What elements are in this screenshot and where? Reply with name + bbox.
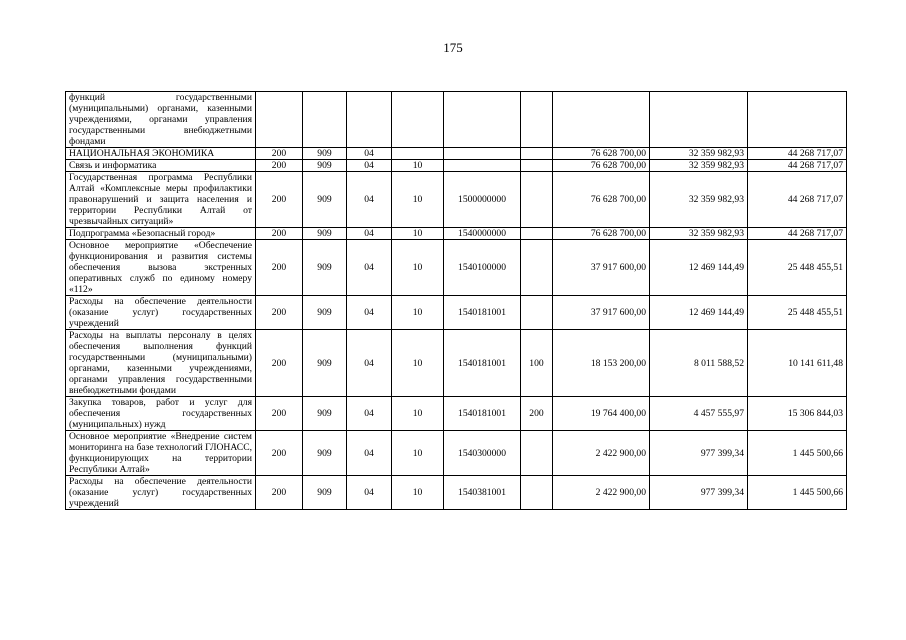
approved-amount-cell — [553, 92, 650, 148]
section-cell — [347, 92, 392, 148]
subsection-cell: 10 — [392, 228, 444, 240]
code-cell: 200 — [256, 160, 303, 172]
table-row — [66, 397, 847, 431]
expense-type-cell — [521, 92, 553, 148]
section-cell: 04 — [347, 296, 392, 330]
code-cell: 200 — [256, 330, 303, 397]
expense-name-cell: Связь и информатика — [66, 160, 256, 172]
code-cell: 200 — [256, 431, 303, 476]
section-cell: 04 — [347, 172, 392, 228]
unexecuted-amount-cell: 15 306 844,03 — [748, 397, 847, 431]
expense-type-cell — [521, 160, 553, 172]
target-article-cell: 1540381001 — [444, 476, 521, 510]
section-cell: 04 — [347, 228, 392, 240]
budget-table — [65, 91, 847, 510]
expense-name-cell: функций государственными (муниципальными) органами, казенными учреждениями, органами управления государственными внебюджетными фондами — [66, 92, 256, 148]
executed-amount-cell: 32 359 982,93 — [650, 228, 748, 240]
unexecuted-amount-cell: 44 268 717,07 — [748, 172, 847, 228]
ministry-code-cell: 909 — [303, 172, 347, 228]
subsection-cell: 10 — [392, 296, 444, 330]
executed-amount-cell: 977 399,34 — [650, 431, 748, 476]
unexecuted-amount-cell: 10 141 611,48 — [748, 330, 847, 397]
approved-amount-cell: 19 764 400,00 — [553, 397, 650, 431]
expense-type-cell — [521, 148, 553, 160]
target-article-cell: 1540181001 — [444, 330, 521, 397]
subsection-cell: 10 — [392, 160, 444, 172]
executed-amount-cell: 32 359 982,93 — [650, 148, 748, 160]
unexecuted-amount-cell: 44 268 717,07 — [748, 148, 847, 160]
executed-amount-cell: 4 457 555,97 — [650, 397, 748, 431]
expense-name-cell: НАЦИОНАЛЬНАЯ ЭКОНОМИКА — [66, 148, 256, 160]
ministry-code-cell: 909 — [303, 240, 347, 296]
executed-amount-cell — [650, 92, 748, 148]
unexecuted-amount-cell — [748, 92, 847, 148]
unexecuted-amount-cell: 44 268 717,07 — [748, 160, 847, 172]
code-cell — [256, 92, 303, 148]
subsection-cell: 10 — [392, 397, 444, 431]
code-cell: 200 — [256, 172, 303, 228]
target-article-cell: 1540100000 — [444, 240, 521, 296]
approved-amount-cell: 37 917 600,00 — [553, 296, 650, 330]
table-row — [66, 476, 847, 510]
section-cell: 04 — [347, 476, 392, 510]
table-row — [66, 431, 847, 476]
code-cell: 200 — [256, 148, 303, 160]
subsection-cell: 10 — [392, 172, 444, 228]
unexecuted-amount-cell: 25 448 455,51 — [748, 296, 847, 330]
expense-type-cell — [521, 476, 553, 510]
expense-name-cell: Основное мероприятие «Обеспечение функционирования и развития системы обеспечения вызова экстренных оперативных служб по единому номеру «112» — [66, 240, 256, 296]
approved-amount-cell: 76 628 700,00 — [553, 228, 650, 240]
table-row — [66, 148, 847, 160]
expense-type-cell: 100 — [521, 330, 553, 397]
approved-amount-cell: 2 422 900,00 — [553, 431, 650, 476]
table-row — [66, 172, 847, 228]
subsection-cell: 10 — [392, 431, 444, 476]
expense-type-cell — [521, 172, 553, 228]
table-row — [66, 330, 847, 397]
section-cell: 04 — [347, 240, 392, 296]
expense-name-cell: Расходы на обеспечение деятельности (оказание услуг) государственных учреждений — [66, 296, 256, 330]
subsection-cell — [392, 148, 444, 160]
executed-amount-cell: 977 399,34 — [650, 476, 748, 510]
target-article-cell — [444, 92, 521, 148]
target-article-cell: 1540300000 — [444, 431, 521, 476]
table-row — [66, 160, 847, 172]
code-cell: 200 — [256, 240, 303, 296]
section-cell: 04 — [347, 330, 392, 397]
ministry-code-cell: 909 — [303, 228, 347, 240]
section-cell: 04 — [347, 397, 392, 431]
unexecuted-amount-cell: 1 445 500,66 — [748, 476, 847, 510]
expense-type-cell — [521, 240, 553, 296]
target-article-cell: 1540181001 — [444, 296, 521, 330]
approved-amount-cell: 2 422 900,00 — [553, 476, 650, 510]
code-cell: 200 — [256, 476, 303, 510]
section-cell: 04 — [347, 160, 392, 172]
subsection-cell: 10 — [392, 240, 444, 296]
table-row — [66, 92, 847, 148]
code-cell: 200 — [256, 296, 303, 330]
target-article-cell — [444, 160, 521, 172]
expense-type-cell — [521, 296, 553, 330]
ministry-code-cell: 909 — [303, 296, 347, 330]
code-cell: 200 — [256, 228, 303, 240]
code-cell: 200 — [256, 397, 303, 431]
expense-name-cell: Подпрограмма «Безопасный город» — [66, 228, 256, 240]
table-row — [66, 228, 847, 240]
section-cell: 04 — [347, 148, 392, 160]
subsection-cell — [392, 92, 444, 148]
executed-amount-cell: 32 359 982,93 — [650, 160, 748, 172]
ministry-code-cell: 909 — [303, 148, 347, 160]
target-article-cell: 1540000000 — [444, 228, 521, 240]
expense-name-cell: Закупка товаров, работ и услуг для обеспечения государственных (муниципальных) нужд — [66, 397, 256, 431]
table-row — [66, 296, 847, 330]
target-article-cell — [444, 148, 521, 160]
target-article-cell: 1540181001 — [444, 397, 521, 431]
subsection-cell: 10 — [392, 476, 444, 510]
executed-amount-cell: 8 011 588,52 — [650, 330, 748, 397]
executed-amount-cell: 32 359 982,93 — [650, 172, 748, 228]
ministry-code-cell: 909 — [303, 476, 347, 510]
expense-name-cell: Основное мероприятие «Внедрение систем мониторинга на базе технологий ГЛОНАСС, функционирующих на территории Республики Алтай» — [66, 431, 256, 476]
executed-amount-cell: 12 469 144,49 — [650, 240, 748, 296]
unexecuted-amount-cell: 44 268 717,07 — [748, 228, 847, 240]
expense-type-cell — [521, 431, 553, 476]
subsection-cell: 10 — [392, 330, 444, 397]
ministry-code-cell — [303, 92, 347, 148]
table-row — [66, 240, 847, 296]
expense-type-cell — [521, 228, 553, 240]
approved-amount-cell: 76 628 700,00 — [553, 172, 650, 228]
expense-name-cell: Расходы на обеспечение деятельности (оказание услуг) государственных учреждений — [66, 476, 256, 510]
ministry-code-cell: 909 — [303, 431, 347, 476]
approved-amount-cell: 37 917 600,00 — [553, 240, 650, 296]
expense-name-cell: Расходы на выплаты персоналу в целях обеспечения выполнения функций государственными (муниципальными) органами, казенными учреждениями, органами управления государственными внебюджетными фондами — [66, 330, 256, 397]
ministry-code-cell: 909 — [303, 330, 347, 397]
approved-amount-cell: 18 153 200,00 — [553, 330, 650, 397]
section-cell: 04 — [347, 431, 392, 476]
ministry-code-cell: 909 — [303, 397, 347, 431]
unexecuted-amount-cell: 25 448 455,51 — [748, 240, 847, 296]
target-article-cell: 1500000000 — [444, 172, 521, 228]
executed-amount-cell: 12 469 144,49 — [650, 296, 748, 330]
ministry-code-cell: 909 — [303, 160, 347, 172]
approved-amount-cell: 76 628 700,00 — [553, 160, 650, 172]
expense-name-cell: Государственная программа Республики Алтай «Комплексные меры профилактики правонарушений и защита населения и территории Республики Алтай от чрезвычайных ситуаций» — [66, 172, 256, 228]
unexecuted-amount-cell: 1 445 500,66 — [748, 431, 847, 476]
approved-amount-cell: 76 628 700,00 — [553, 148, 650, 160]
expense-type-cell: 200 — [521, 397, 553, 431]
page-number: 175 — [443, 40, 463, 55]
